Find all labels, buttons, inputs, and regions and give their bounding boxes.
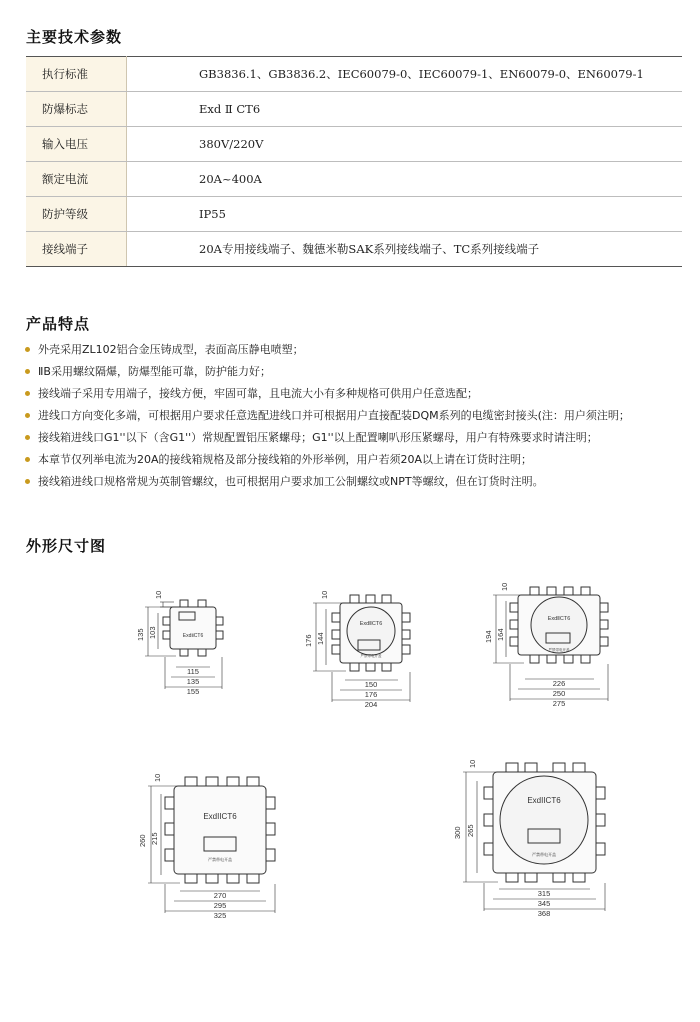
- drawing-5-w1: 315: [537, 889, 551, 898]
- spec-value: Exd Ⅱ CT6: [127, 92, 683, 127]
- spec-label: 执行标准: [26, 57, 127, 92]
- drawing-3-h2: 164: [496, 628, 505, 641]
- feature-text: 进线口方向变化多端，可根据用户要求任意选配进线口并可根据用户直接配装DQM系列的电缆密封接头(注：用户须注明；: [38, 409, 630, 422]
- drawing-5-w3: 368: [537, 909, 551, 918]
- drawing-1-w1: 115: [187, 667, 199, 676]
- list-item: [24, 339, 630, 361]
- feature-text: 本章节仅列举电流为20A的接线箱规格及部分接线箱的外形举例，用户若须20A以上请在订货时注明；: [38, 453, 533, 466]
- table-row: [26, 92, 682, 127]
- feature-text: 接线箱进线口规格常规为英制管螺纹，也可根据用户要求加工公制螺纹或NPT等螺纹，但在订货时注明。: [38, 475, 544, 488]
- list-item: [24, 427, 630, 449]
- drawing-1-w3: 155: [186, 687, 200, 696]
- drawing-3-w1: 226: [552, 679, 566, 688]
- drawing-3-marking: ExdⅡCT6: [547, 616, 571, 622]
- specs-heading: 主要技术参数: [26, 28, 123, 46]
- drawings-heading: 外形尺寸图: [26, 537, 107, 555]
- drawing-1-w2: 135: [186, 677, 200, 686]
- spec-value: 20A~400A: [127, 162, 683, 197]
- drawing-2-h2: 144: [316, 632, 325, 645]
- drawing-4-w1: 270: [213, 891, 227, 900]
- dimension-drawings: [0, 575, 700, 1015]
- drawing-1-h1: 135: [136, 628, 145, 641]
- drawing-4-w3: 325: [213, 911, 227, 920]
- drawing-2-warning: 严禁带电开盖: [360, 654, 382, 658]
- drawing-5-top-dim: 10: [468, 759, 477, 768]
- table-row: [26, 232, 682, 267]
- spec-label: 防护等级: [26, 197, 127, 232]
- drawing-4-h1: 260: [138, 834, 147, 847]
- drawings-canvas: [0, 575, 700, 1015]
- drawing-2-h1: 176: [304, 634, 313, 647]
- spec-value: 380V/220V: [127, 127, 683, 162]
- drawing-1-h2: 103: [148, 626, 157, 639]
- drawing-5-warning: 严禁带电开盖: [532, 852, 556, 857]
- bullet-icon: [25, 457, 30, 462]
- table-row: [26, 127, 682, 162]
- spec-value: GB3836.1、GB3836.2、IEC60079-0、IEC60079-1、EN60079-0、EN60079-1: [127, 57, 683, 92]
- drawing-2-w3: 204: [364, 700, 378, 709]
- drawing-2-w2: 176: [364, 690, 378, 699]
- bullet-icon: [25, 479, 30, 484]
- drawing-5: [463, 763, 605, 911]
- bullet-icon: [25, 347, 30, 352]
- bullet-icon: [25, 391, 30, 396]
- drawing-4: [148, 777, 275, 913]
- table-row: [26, 197, 682, 232]
- drawing-4-top-dim: 10: [153, 773, 162, 782]
- drawing-2-w1: 150: [364, 680, 378, 689]
- drawing-3-w2: 250: [552, 689, 566, 698]
- spec-label: 额定电流: [26, 162, 127, 197]
- bullet-icon: [25, 413, 30, 418]
- drawing-4-w2: 295: [213, 901, 227, 910]
- drawing-3: [493, 587, 608, 701]
- list-item: [24, 405, 630, 427]
- drawing-3-h1: 194: [484, 630, 493, 643]
- spec-table: [26, 56, 682, 267]
- drawing-5-marking: ExdIICT6: [527, 796, 561, 805]
- drawing-1: [145, 600, 223, 689]
- table-row: [26, 57, 682, 92]
- list-item: [24, 449, 630, 471]
- drawing-4-marking: ExdIICT6: [203, 812, 237, 821]
- drawing-4-warning: 严禁带电开盖: [208, 857, 232, 862]
- drawing-1-top-dim: 10: [154, 590, 163, 599]
- spec-value: 20A专用接线端子、魏德米勒SAK系列接线端子、TC系列接线端子: [127, 232, 683, 267]
- list-item: [24, 361, 630, 383]
- features-heading: 产品特点: [26, 315, 91, 333]
- bullet-icon: [25, 369, 30, 374]
- feature-text: ⅡB采用螺纹隔爆，防爆型能可靠，防护能力好；: [38, 365, 271, 378]
- drawing-5-h2: 265: [466, 824, 475, 837]
- drawing-5-w2: 345: [537, 899, 551, 908]
- spec-value: IP55: [127, 197, 683, 232]
- drawing-2: [313, 595, 410, 702]
- list-item: [24, 471, 630, 493]
- spec-label: 防爆标志: [26, 92, 127, 127]
- drawing-2-marking: ExdⅡCT6: [359, 621, 383, 627]
- feature-text: 接线箱进线口G1''以下（含G1''）常规配置铝压紧螺母；G1''以上配置喇叭形压紧螺母，用户有特殊要求时请注明；: [38, 431, 598, 444]
- drawing-2-top-dim: 10: [320, 590, 329, 599]
- spec-label: 输入电压: [26, 127, 127, 162]
- feature-list: [24, 339, 630, 493]
- drawing-3-w3: 275: [552, 699, 566, 708]
- list-item: [24, 383, 630, 405]
- drawing-4-h2: 215: [150, 832, 159, 845]
- drawing-3-top-dim: 10: [500, 582, 509, 591]
- drawing-5-h1: 300: [453, 826, 462, 839]
- feature-text: 接线端子采用专用端子，接线方便，牢固可靠，且电流大小有多种规格可供用户任意选配；: [38, 387, 478, 400]
- feature-text: 外壳采用ZL102铝合金压铸成型，表面高压静电喷塑；: [38, 343, 304, 356]
- drawing-3-warning: 严禁带电开盖: [548, 648, 570, 652]
- table-row: [26, 162, 682, 197]
- bullet-icon: [25, 435, 30, 440]
- spec-label: 接线端子: [26, 232, 127, 267]
- drawing-1-marking: ExdⅡCT6: [182, 633, 204, 639]
